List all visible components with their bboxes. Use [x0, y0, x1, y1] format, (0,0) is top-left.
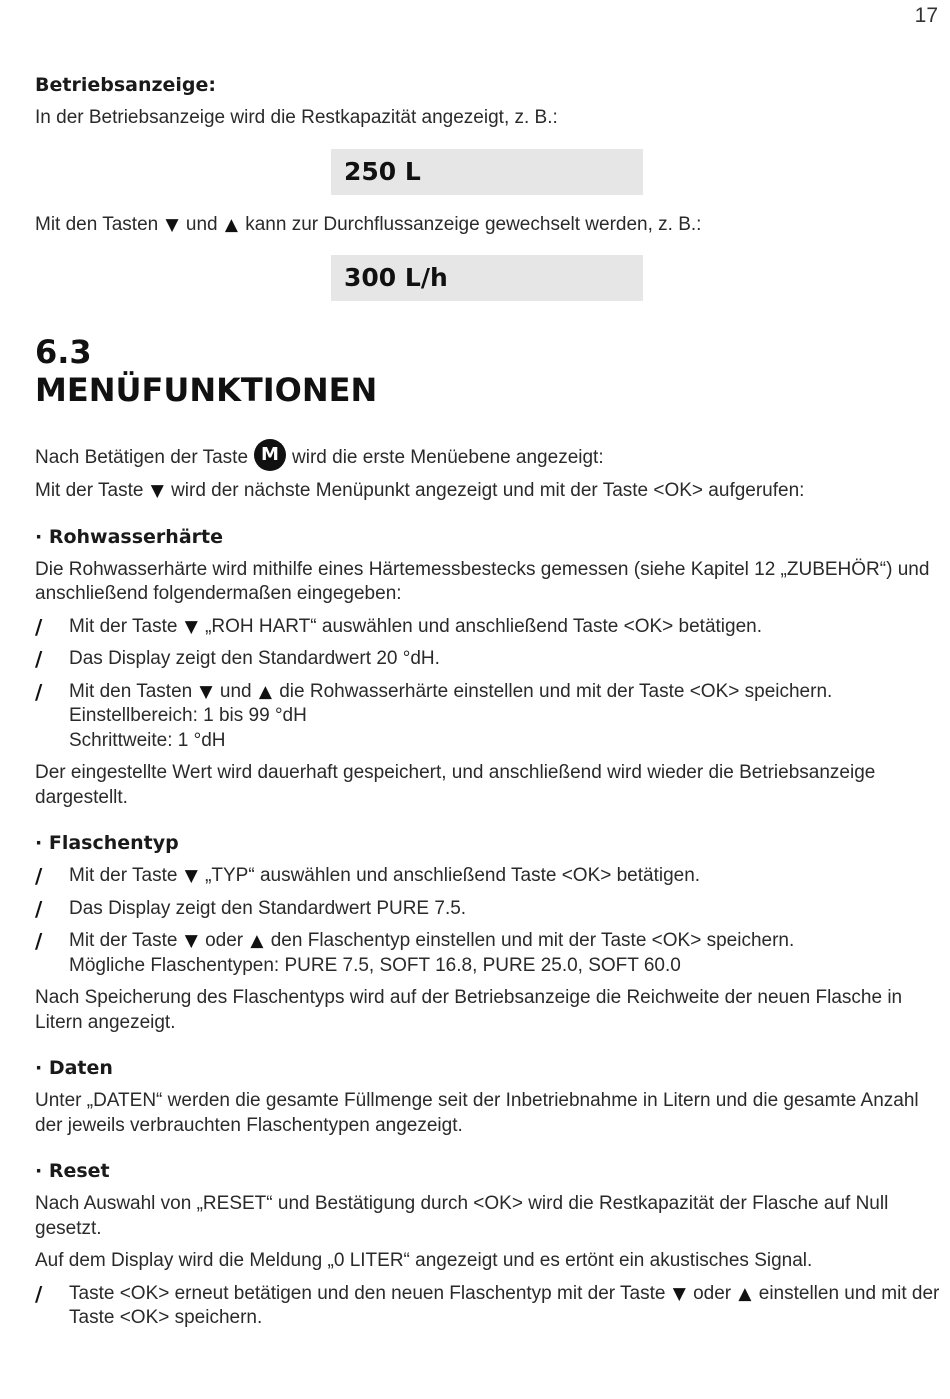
daten-heading: · Daten	[35, 1057, 113, 1079]
arrow-down-icon: ▼	[165, 214, 179, 235]
list-item: / Taste <OK> erneut betätigen und den neuen Flaschentyp mit der Taste ▼ oder ▲ einstellen und mit der Taste <OK> speichern.	[35, 1281, 940, 1328]
reset-text2: Auf dem Display wird die Meldung „0 LITER“ angezeigt und es ertönt ein akustisches Signal.	[35, 1250, 813, 1271]
section-number: 6.3	[35, 333, 92, 371]
arrow-down-icon: ▼	[672, 1283, 686, 1304]
arrow-up-icon: ▲	[224, 214, 238, 235]
reset-text1: Nach Auswahl von „RESET“ und Bestätigung durch <OK> wird die Restkapazität der Flasche auf Null gesetzt.	[35, 1193, 889, 1239]
page-number: 17	[914, 4, 938, 27]
daten-text: Unter „DATEN“ werden die gesamte Füllmenge seit der Inbetriebnahme in Litern und die gesamte Anzahl der jeweils verbrauchten Flaschentypen angezeigt.	[35, 1090, 919, 1136]
betriebsanzeige-heading: Betriebsanzeige:	[35, 74, 217, 96]
flaschentyp-outro: Nach Speicherung des Flaschentyps wird auf der Betriebsanzeige die Reichweite der neuen Flasche in Litern angezeigt.	[35, 987, 903, 1033]
display-example-capacity: 250 L	[331, 149, 643, 195]
arrow-down-icon: ▼	[150, 481, 164, 501]
switch-display-text: Mit den Tasten ▼ und ▲ kann zur Durchflussanzeige gewechselt werden, z. B.:	[35, 213, 702, 235]
bottle-types: Mögliche Flaschentypen: PURE 7.5, SOFT 16.8, PURE 25.0, SOFT 60.0	[69, 954, 681, 976]
list-item: / Mit den Tasten ▼ und ▲ die Rohwasserhärte einstellen und mit der Taste <OK> speichern. Einstellbereich: 1 bis 99 °dH Schrittweite: 1 °dH	[35, 679, 833, 751]
m-key-icon: M	[254, 439, 286, 471]
rohwasserhaerte-heading: · Rohwasserhärte	[35, 525, 223, 548]
setting-range: Einstellbereich: 1 bis 99 °dH	[69, 705, 307, 726]
list-item: / Mit der Taste ▼ „ROH HART“ auswählen und anschließend Taste <OK> betätigen.	[35, 614, 762, 639]
arrow-down-icon: ▼	[184, 866, 198, 886]
rohwasserhaerte-intro: Die Rohwasserhärte wird mithilfe eines Härtemessbestecks gemessen (siehe Kapitel 12 „ZUBEHÖR“) und anschließend folgendermaßen eingegeben:	[35, 558, 930, 604]
arrow-down-icon: ▼	[199, 681, 213, 702]
menu-intro-line2: Mit der Taste ▼ wird der nächste Menüpunkt angezeigt und mit der Taste <OK> aufgerufen:	[35, 480, 805, 501]
step-size: Schrittweite: 1 °dH	[69, 729, 226, 751]
list-item: / Das Display zeigt den Standardwert 20 °dH.	[35, 647, 440, 671]
page-content	[35, 72, 940, 1331]
section-title: MENÜFUNKTIONEN	[35, 371, 378, 409]
arrow-up-icon: ▲	[250, 931, 264, 951]
list-item: / Mit der Taste ▼ „TYP“ auswählen und anschließend Taste <OK> betätigen.	[35, 864, 701, 888]
menu-intro-line1: Nach Betätigen der Taste M wird die erste Menüebene angezeigt:	[35, 445, 940, 471]
arrow-up-icon: ▲	[738, 1283, 752, 1304]
reset-heading: · Reset	[35, 1160, 110, 1182]
arrow-down-icon: ▼	[184, 616, 198, 637]
list-item: / Das Display zeigt den Standardwert PURE 7.5.	[35, 896, 467, 921]
betriebsanzeige-intro: In der Betriebsanzeige wird die Restkapazität angezeigt, z. B.:	[35, 107, 558, 128]
arrow-down-icon: ▼	[184, 931, 198, 951]
flaschentyp-heading: · Flaschentyp	[35, 832, 179, 854]
list-item: / Mit der Taste ▼ oder ▲ den Flaschentyp einstellen und mit der Taste <OK> speichern. Mögliche Flaschentypen: PURE 7.5, SOFT 16.8, PURE 25.0, SOFT 60.0	[35, 929, 795, 976]
arrow-up-icon: ▲	[258, 681, 272, 702]
section-heading	[35, 333, 940, 409]
rohwasserhaerte-outro: Der eingestellte Wert wird dauerhaft gespeichert, und anschließend wird wieder die Betriebsanzeige dargestellt.	[35, 762, 876, 808]
display-example-flow: 300 L/h	[331, 255, 643, 301]
